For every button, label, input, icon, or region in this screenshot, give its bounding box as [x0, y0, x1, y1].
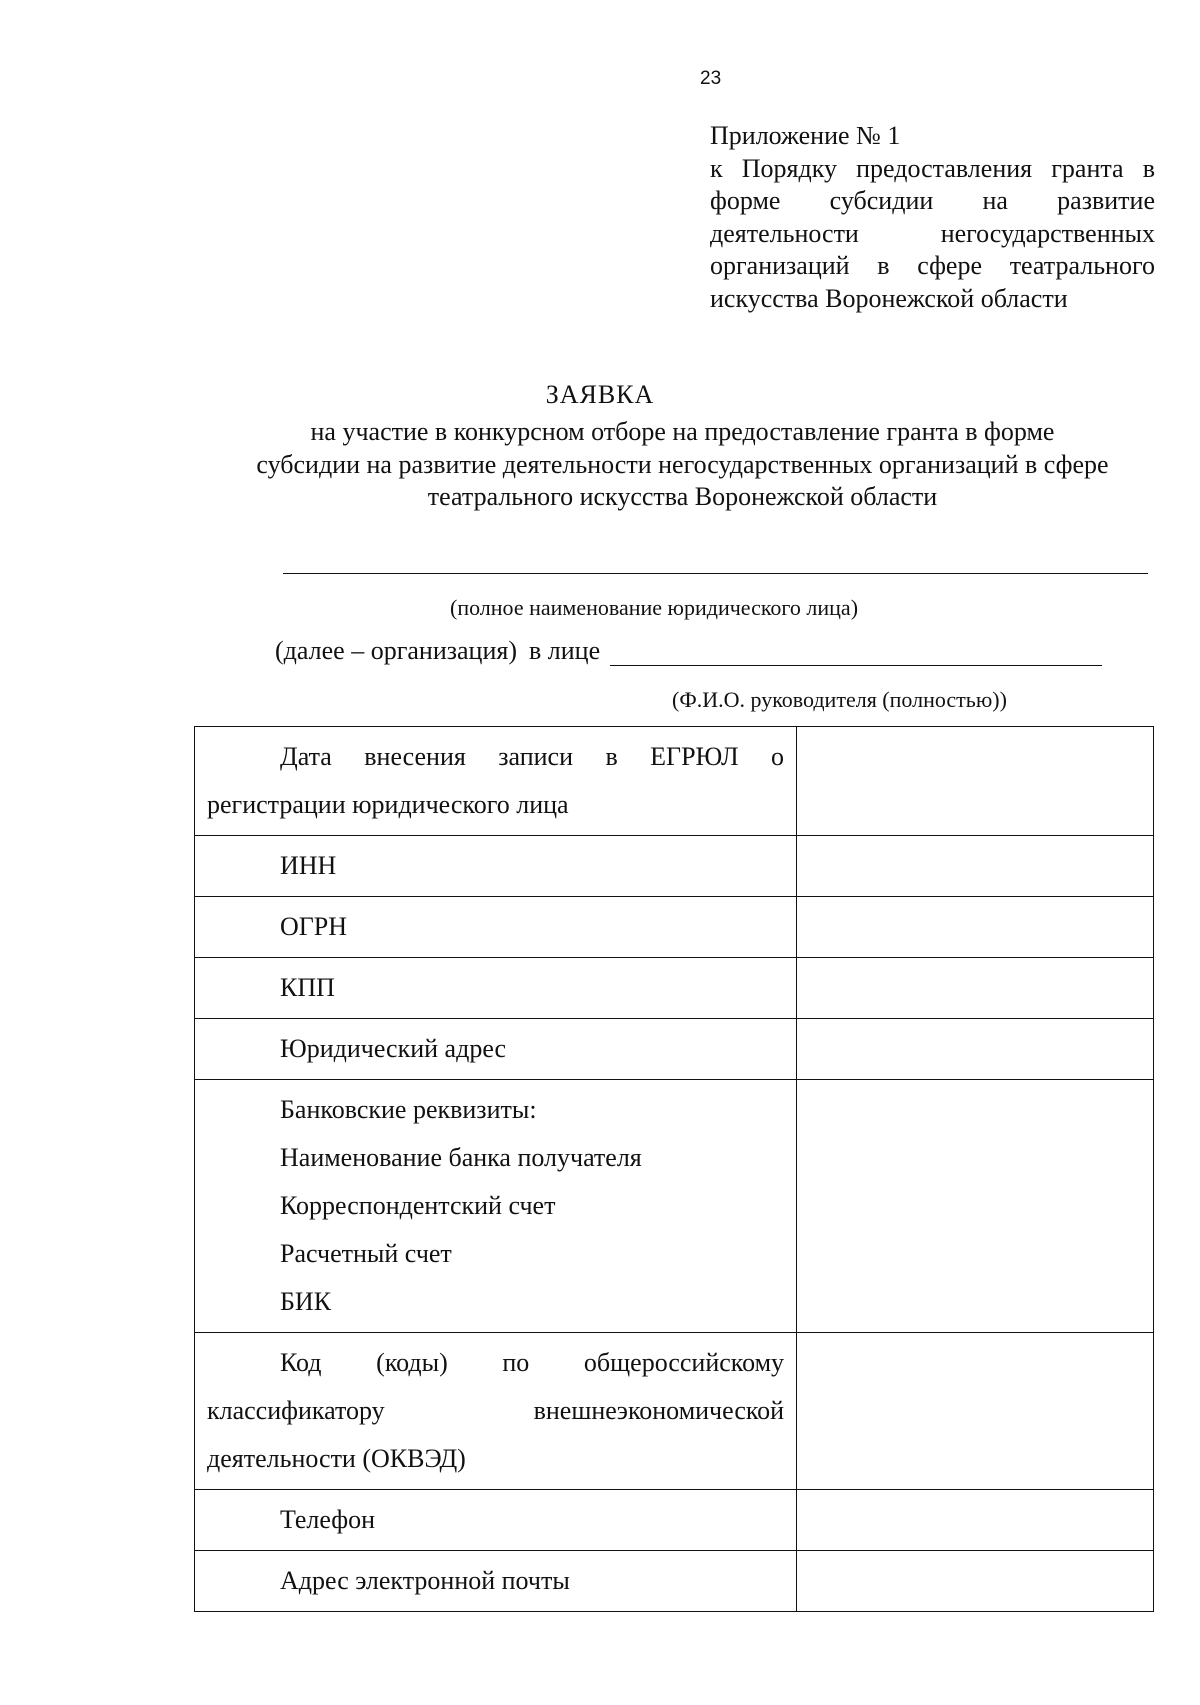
- label-text: Телефон: [280, 1505, 376, 1534]
- org-representative-row: [275, 636, 1102, 666]
- org-prefix: (далее – организация): [275, 636, 517, 665]
- label-line: деятельности (ОКВЭД): [207, 1444, 466, 1473]
- label-text: Адрес электронной почты: [280, 1566, 570, 1595]
- word: внесения: [364, 742, 466, 771]
- word: в: [877, 251, 890, 280]
- org-name-caption: (полное наименование юридического лица): [450, 595, 859, 620]
- kpp-label: [195, 958, 797, 1019]
- bank-details-label: [195, 1080, 797, 1333]
- label-line: [207, 1387, 784, 1435]
- subtitle-line: субсидии на развитие деятельности негосударственных организаций в сфере: [256, 449, 1109, 479]
- label-text: БИК: [280, 1287, 332, 1316]
- legal-address-value-cell[interactable]: [797, 1019, 1154, 1080]
- label-text: ОГРН: [280, 912, 348, 941]
- appendix-line-3: [710, 185, 1155, 218]
- table-row: [195, 958, 1154, 1019]
- appendix-line-6: искусства Воронежской области: [710, 283, 1068, 313]
- table-row: [195, 1080, 1154, 1333]
- word: в: [1142, 153, 1155, 183]
- word: организаций: [710, 251, 850, 280]
- document-subtitle: [195, 416, 1170, 514]
- label-text: Банковские реквизиты:: [280, 1095, 537, 1124]
- phone-value-cell[interactable]: [797, 1490, 1154, 1551]
- word: Дата: [280, 742, 332, 771]
- inn-label: [195, 836, 797, 897]
- word: развитие: [1057, 186, 1155, 215]
- bank-details-value-cell[interactable]: [797, 1080, 1154, 1333]
- ogrn-label: [195, 897, 797, 958]
- page-number: 23: [700, 68, 722, 89]
- appendix-note: [710, 120, 1155, 315]
- table-row: [195, 897, 1154, 958]
- egrul-date-label: [195, 727, 797, 836]
- egrul-date-value-cell[interactable]: [797, 727, 1154, 836]
- word: к: [710, 153, 723, 183]
- legal-address-label: [195, 1019, 797, 1080]
- director-name-blank[interactable]: [610, 639, 1102, 666]
- label-line: [207, 1339, 784, 1387]
- word: негосударственных: [940, 218, 1155, 248]
- table-row: [195, 1019, 1154, 1080]
- label-text: Наименование банка получателя: [280, 1143, 642, 1172]
- table-row: [195, 1333, 1154, 1490]
- word: (коды): [376, 1348, 448, 1377]
- table-row: [195, 1490, 1154, 1551]
- appendix-title: Приложение № 1: [710, 121, 901, 150]
- okved-label: [195, 1333, 797, 1490]
- kpp-value-cell[interactable]: [797, 958, 1154, 1019]
- document-title: ЗАЯВКА: [545, 380, 655, 409]
- word: по: [502, 1348, 530, 1377]
- org-details-table: [194, 726, 1154, 1612]
- word: записи: [498, 742, 574, 771]
- word: Порядку: [741, 153, 837, 183]
- label-line: регистрации юридического лица: [207, 790, 569, 819]
- word: сфере: [917, 251, 983, 280]
- appendix-line-4: [710, 218, 1155, 251]
- word: общероссийскому: [583, 1348, 785, 1377]
- appendix-line-5: [710, 250, 1155, 283]
- word: Код: [280, 1348, 322, 1377]
- word: классификатору: [207, 1396, 385, 1425]
- word: внешнеэкономической: [533, 1396, 785, 1425]
- word: предоставления: [856, 153, 1033, 183]
- word: гранта: [1051, 153, 1124, 183]
- word: в: [605, 742, 618, 771]
- okved-value-cell[interactable]: [797, 1333, 1154, 1490]
- label-line: [207, 733, 784, 781]
- word: субсидии: [829, 186, 934, 215]
- email-value-cell[interactable]: [797, 1551, 1154, 1612]
- phone-label: [195, 1490, 797, 1551]
- word: ЕГРЮЛ: [650, 742, 739, 771]
- subtitle-line: театрального искусства Воронежской области: [427, 482, 938, 511]
- ogrn-value-cell[interactable]: [797, 897, 1154, 958]
- label-text: Корреспондентский счет: [280, 1191, 556, 1220]
- table-row: [195, 727, 1154, 836]
- org-name-blank-line[interactable]: [283, 573, 1148, 574]
- email-label: [195, 1551, 797, 1612]
- director-name-caption: (Ф.И.О. руководителя (полностью)): [672, 687, 1007, 712]
- word: форме: [710, 186, 781, 215]
- label-text: Расчетный счет: [280, 1239, 452, 1268]
- word: о: [771, 742, 785, 771]
- label-text: КПП: [280, 973, 335, 1002]
- word: на: [982, 186, 1008, 215]
- word: деятельности: [710, 218, 859, 248]
- table-row: [195, 836, 1154, 897]
- table-row: [195, 1551, 1154, 1612]
- inn-value-cell[interactable]: [797, 836, 1154, 897]
- in-person-label: в лице: [529, 636, 601, 665]
- word: театрального: [1009, 251, 1155, 280]
- label-text: ИНН: [280, 851, 337, 880]
- subtitle-line: на участие в конкурсном отборе на предоставление гранта в форме: [310, 417, 1055, 446]
- appendix-line-2: [710, 153, 1155, 186]
- label-text: Юридический адрес: [280, 1034, 507, 1063]
